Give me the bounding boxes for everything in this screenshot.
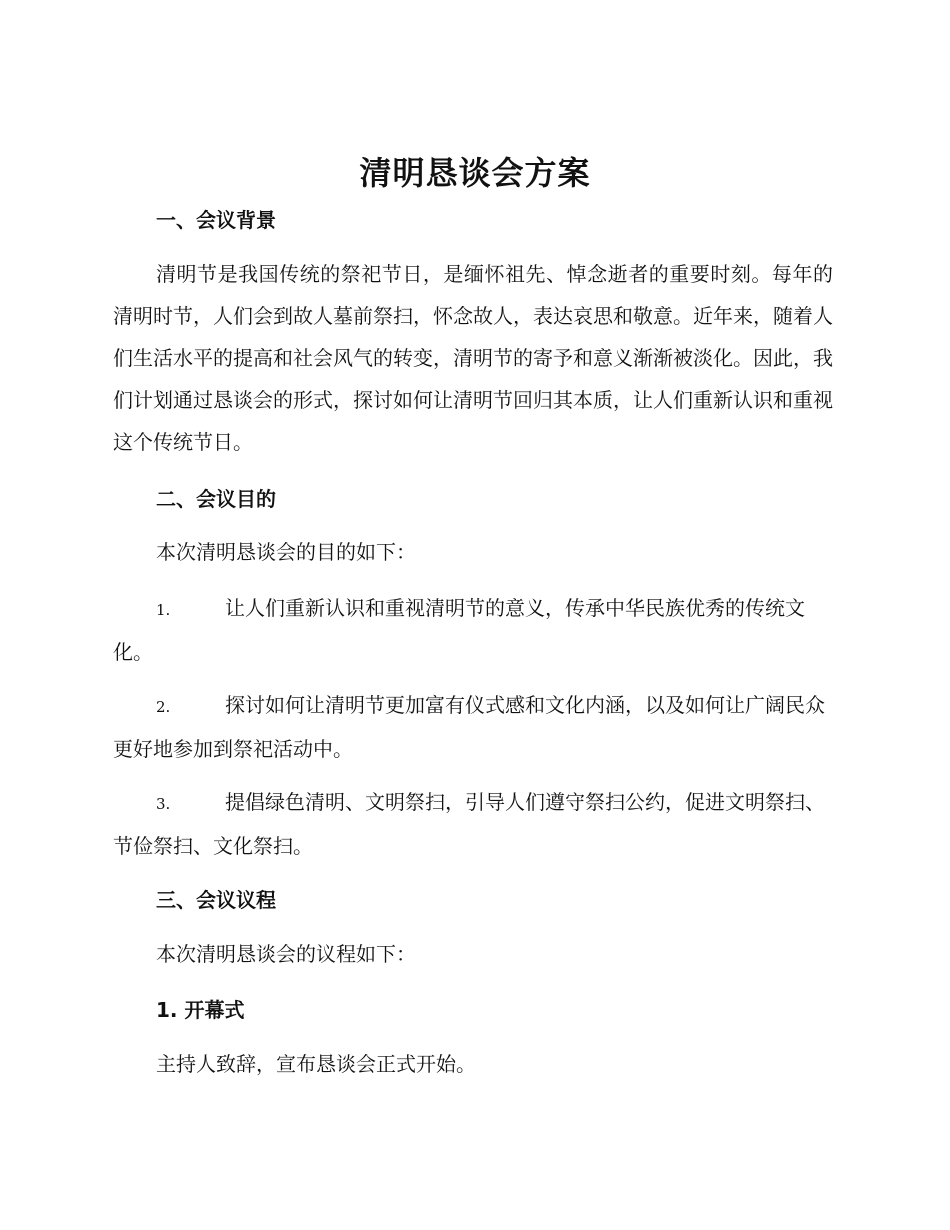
purpose-item-3-number: 3. [156, 795, 171, 813]
agenda-subheading-opening: 1. 开幕式 [156, 998, 245, 1022]
section-heading-purpose: 二、会议目的 [156, 487, 276, 511]
background-paragraph: 清明节是我国传统的祭祀节日，是缅怀祖先、悼念逝者的重要时刻。每年的清明时节，人们会到故人墓前祭扫，怀念故人，表达哀思和敬意。近年来，随着人们生活水平的提高和社会风气的转变，清明节的寄予和意义渐渐被淡化。因此，我们计划通过恳谈会的形式，探讨如何让清明节回归其本质，让人们重新认识和重视这个传统节日。 [113, 262, 833, 454]
purpose-item-2 [113, 684, 833, 770]
purpose-item-1-text: 让人们重新认识和重视清明节的意义，传承中华民族优秀的传统文化。 [113, 596, 805, 664]
section-heading-background: 一、会议背景 [156, 208, 276, 232]
purpose-item-1 [113, 587, 833, 673]
document-title: 清明恳谈会方案 [359, 154, 591, 192]
purpose-item-3 [113, 781, 833, 867]
purpose-intro: 本次清明恳谈会的目的如下： [156, 540, 416, 564]
agenda-intro: 本次清明恳谈会的议程如下： [156, 942, 416, 966]
purpose-item-2-number: 2. [156, 698, 171, 716]
agenda-opening-text: 主持人致辞，宣布恳谈会正式开始。 [156, 1052, 476, 1076]
purpose-item-2-text: 探讨如何让清明节更加富有仪式感和文化内涵，以及如何让广阔民众更好地参加到祭祀活动中。 [113, 693, 825, 761]
purpose-item-1-number: 1. [156, 601, 171, 619]
purpose-item-3-text: 提倡绿色清明、文明祭扫，引导人们遵守祭扫公约，促进文明祭扫、节俭祭扫、文化祭扫。 [113, 790, 825, 858]
section-heading-agenda: 三、会议议程 [156, 888, 276, 912]
